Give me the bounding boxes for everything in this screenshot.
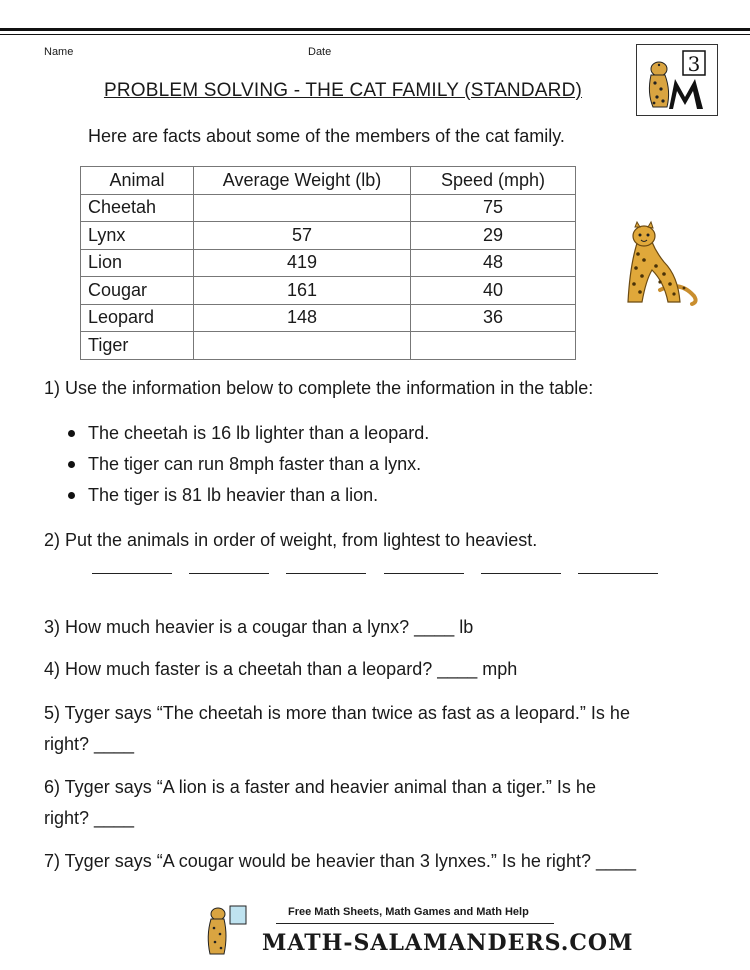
question-1: 1) Use the information below to complete the information in the table: [44, 378, 594, 398]
cell-animal: Leopard [81, 304, 194, 332]
cell-animal: Cougar [81, 277, 194, 305]
list-item: The tiger is 81 lb heavier than a lion. [64, 480, 429, 511]
question-6-line-2: right? ____ [44, 808, 135, 828]
answer-blank[interactable] [189, 573, 269, 574]
table-row [81, 194, 576, 222]
salamander-footer-icon [200, 900, 260, 960]
cell-speed: 29 [411, 222, 576, 250]
cell-speed: 36 [411, 304, 576, 332]
header-weight: Average Weight (lb) [194, 167, 411, 195]
answer-blank[interactable] [286, 573, 366, 574]
question-5-line-1: 5) Tyger says “The cheetah is more than twice as fast as a leopard.” Is he [44, 703, 630, 723]
question-6-line-1: 6) Tyger says “A lion is a faster and heavier animal than a tiger.” Is he [44, 777, 596, 797]
table-row [81, 332, 576, 360]
question-4: 4) How much faster is a cheetah than a leopard? ____ mph [44, 659, 518, 679]
grade-number: 3 [687, 52, 701, 76]
cell-weight: 419 [194, 249, 411, 277]
top-rule [0, 28, 750, 31]
footer-divider [276, 923, 554, 924]
cell-weight[interactable] [194, 332, 411, 360]
answer-blank[interactable] [384, 573, 464, 574]
cell-weight: 148 [194, 304, 411, 332]
answer-blank[interactable] [578, 573, 658, 574]
footer-tagline: Free Math Sheets, Math Games and Math Help [288, 906, 529, 918]
header-speed: Speed (mph) [411, 167, 576, 195]
cell-weight[interactable] [194, 194, 411, 222]
list-item: The cheetah is 16 lb lighter than a leopard. [64, 418, 429, 449]
intro-text: Here are facts about some of the members of the cat family. [88, 126, 565, 146]
cheetah-illustration-icon [608, 220, 704, 316]
table-row [81, 249, 576, 277]
table-row [81, 304, 576, 332]
question-3: 3) How much heavier is a cougar than a lynx? ____ lb [44, 617, 474, 637]
answer-blanks [92, 573, 658, 574]
date-label: Date [308, 46, 332, 58]
cell-speed[interactable] [411, 332, 576, 360]
cell-weight: 161 [194, 277, 411, 305]
cell-speed: 40 [411, 277, 576, 305]
question-7: 7) Tyger says “A cougar would be heavier than 3 lynxes.” Is he right? ____ [44, 851, 637, 871]
cat-facts-table [80, 166, 576, 360]
top-rule-thin [0, 34, 750, 35]
footer-site-logo: MATH-SALAMANDERS.COM [262, 930, 634, 956]
name-label: Name [44, 46, 74, 58]
answer-blank[interactable] [92, 573, 172, 574]
question-1-facts-list [64, 418, 429, 511]
cell-weight: 57 [194, 222, 411, 250]
cell-animal: Lynx [81, 222, 194, 250]
answer-blank[interactable] [481, 573, 561, 574]
question-2: 2) Put the animals in order of weight, from lightest to heaviest. [44, 530, 538, 550]
worksheet-title: PROBLEM SOLVING - THE CAT FAMILY (STANDARD) [103, 80, 583, 101]
cell-animal: Cheetah [81, 194, 194, 222]
question-5-line-2: right? ____ [44, 734, 135, 754]
cell-animal: Tiger [81, 332, 194, 360]
table-row [81, 222, 576, 250]
list-item: The tiger can run 8mph faster than a lynx. [64, 449, 429, 480]
cell-animal: Lion [81, 249, 194, 277]
cell-speed: 75 [411, 194, 576, 222]
table-row [81, 277, 576, 305]
header-animal: Animal [81, 167, 194, 195]
table-header-row [81, 167, 576, 195]
cell-speed: 48 [411, 249, 576, 277]
